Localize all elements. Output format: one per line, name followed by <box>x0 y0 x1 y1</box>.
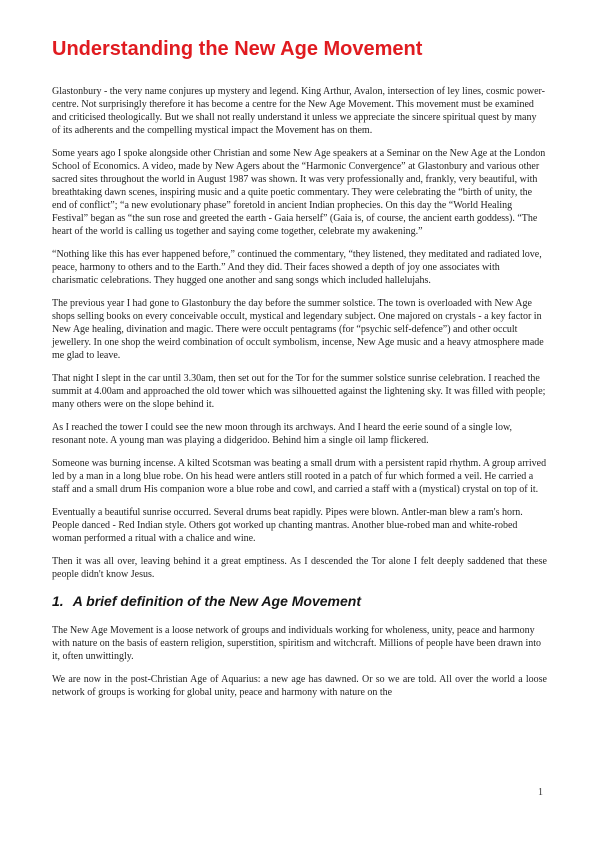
section-heading <box>52 593 547 610</box>
paragraph: We are now in the post-Christian Age of Aquarius: a new age has dawned. Or so we are told. All over the world a loose network of groups is working for global unity, peace and harmony with nature on the <box>52 674 547 698</box>
paragraph: Glastonbury - the very name conjures up mystery and legend. King Arthur, Avalon, intersection of ley lines, cosmic power-centre. Not surprisingly therefore it has become a centre for the New Age Movement. This movement must be examined and criticised theologically. But we shall not really understand it unless we appreciate the sincere spiritual quest by many of its adherents and the compelling mystical impact the Movement has on them. <box>52 86 545 136</box>
section-heading-text: A brief definition of the New Age Movement <box>72 593 361 609</box>
paragraph: Eventually a beautiful sunrise occurred. Several drums beat rapidly. Pipes were blown. Antler-man blew a ram's horn. People danced - Red Indian style. Others got worked up chanting mantras. Another blue-robed man and white-robed woman performed a ritual with a chalice and wine. <box>52 507 523 544</box>
paragraph: “Nothing like this has ever happened before,” continued the commentary, “they listened, they meditated and radiated love, peace, harmony to others and to the Earth.” And they did. Their faces showed a depth of joy one associates with charismatic celebrations. They hugged one another and sang songs which included hallelujahs. <box>52 249 542 286</box>
paragraph: Then it was all over, leaving behind it a great emptiness. As I descended the Tor alone I felt deeply saddened that these people didn't know Jesus. <box>52 556 547 580</box>
paragraph: As I reached the tower I could see the new moon through its archways. And I heard the eerie sound of a single low, resonant note. A young man was playing a didgeridoo. Behind him a single oil lamp flickered. <box>52 422 513 446</box>
paragraph: Some years ago I spoke alongside other Christian and some New Age speakers at a Seminar on the New Age at the London School of Economics. A video, made by New Agers about the “Harmonic Convergence” at Glastonbury and various other sacred sites throughout the world in August 1987 was shown. It was very professionally and, frankly, very beautiful, with breathtaking dawn scenes, inspiring music and a quite poetic commentary. They were celebrating the “birth of unity, the end of conflict”; “a new evolutionary phase” foretold in ancient Indian prophecies. On this day the “World Healing Festival” began as “the sun rose and greeted the earth - Gaia herself” (Gaia is, of course, the ancient earth goddess). “The heart of the world is calling us together and saying come together, celebrate my awakening.” <box>52 148 546 237</box>
section-number: 1. <box>52 593 64 609</box>
document-title: Understanding the New Age Movement <box>52 38 423 60</box>
paragraph: That night I slept in the car until 3.30am, then set out for the Tor for the summer solstice sunrise celebration. I reached the summit at 4.00am and approached the old tower which was silhouetted against the lightening sky. It was filled with people; many others were on the slope behind it. <box>52 373 546 410</box>
page-number: 1 <box>538 787 543 798</box>
paragraph: Someone was burning incense. A kilted Scotsman was beating a small drum with a persistent rapid rhythm. A group arrived led by a man in a long blue robe. On his head were antlers still rooted in a patch of fur which formed a veil. He carried a staff and a small drum His companion wore a blue robe and cowl, and carried a staff with a (mystical) crystal on top of it. <box>52 458 547 495</box>
paragraph: The previous year I had gone to Glastonbury the day before the summer solstice. The town is overloaded with New Age shops selling books on every conceivable occult, mystical and legendary subject. One majored on crystals - a key factor in New Age healing, divination and magic. There were occult pentagrams (for “psychic self-defence”) and other occult jewellery. In one shop the weird combination of occult symbolism, incense, New Age music and a heavy atmosphere made me glad to leave. <box>52 298 544 361</box>
paragraph: The New Age Movement is a loose network of groups and individuals working for wholeness, unity, peace and harmony with nature on the basis of eastern religion, superstition, spiritism and witchcraft. Millions of people have been drawn into it, often unwittingly. <box>52 625 542 662</box>
